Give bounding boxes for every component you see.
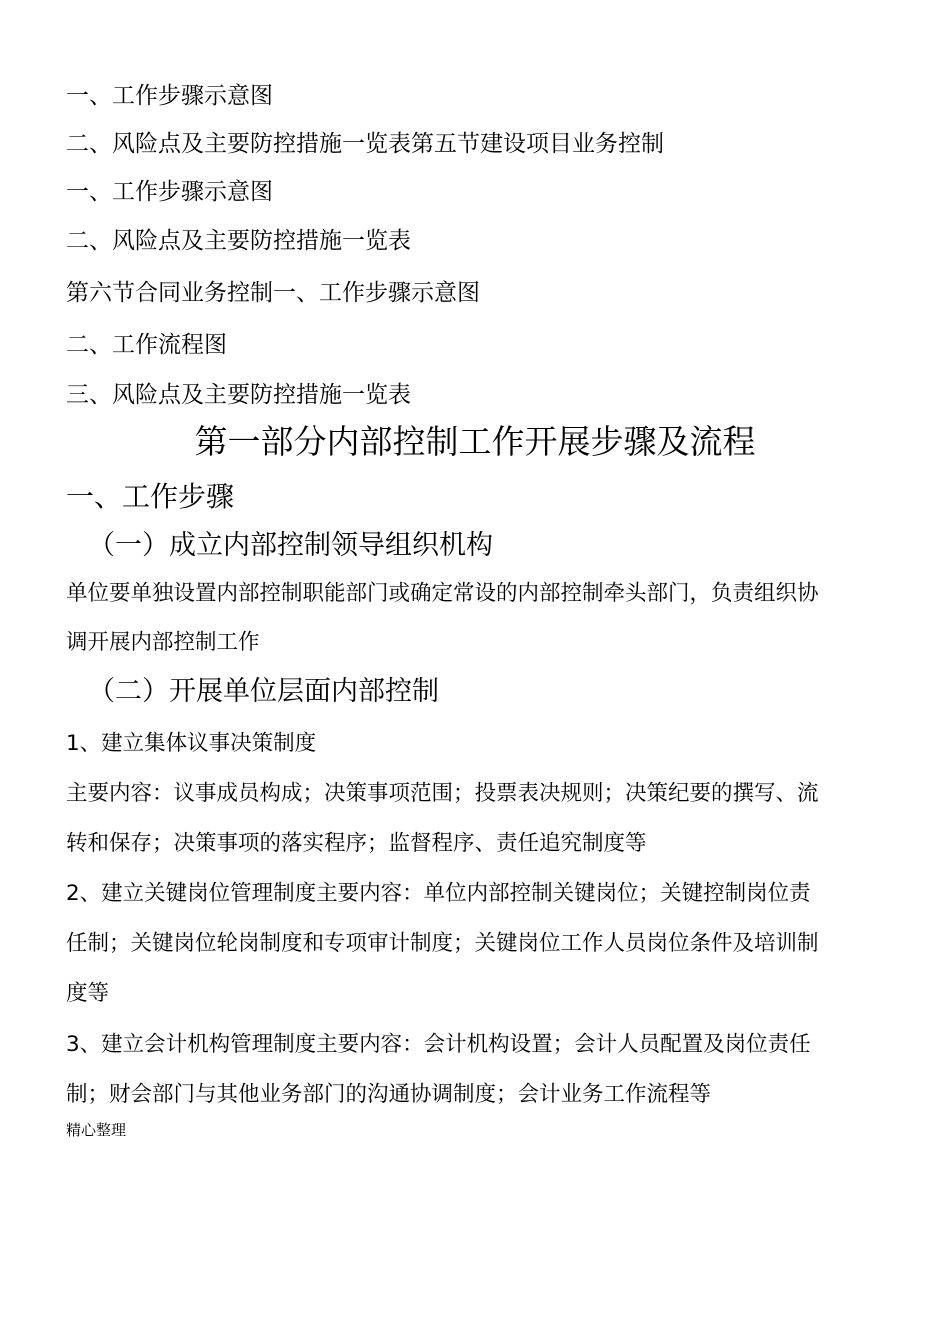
- toc-line-2: 二、风险点及主要防控措施一览表第五节建设项目业务控制: [66, 131, 664, 157]
- paragraph-line: 2、建立关键岗位管理制度主要内容：单位内部控制关键岗位；关键控制岗位责: [66, 881, 811, 906]
- paragraph-line: 单位要单独设置内部控制职能部门或确定常设的内部控制牵头部门，负责组织协: [66, 581, 819, 606]
- subsection-heading-1: （一）成立内部控制领导组织机构: [88, 530, 493, 561]
- paragraph-line: 制；财会部门与其他业务部门的沟通协调制度；会计业务工作流程等: [66, 1082, 712, 1107]
- toc-line-1: 一、工作步骤示意图: [66, 83, 273, 109]
- footer-note: 精心整理: [66, 1121, 127, 1139]
- toc-line-7: 三、风险点及主要防控措施一览表: [66, 382, 411, 408]
- toc-line-3: 一、工作步骤示意图: [66, 179, 273, 205]
- part-title: 第一部分内部控制工作开展步骤及流程: [194, 422, 756, 461]
- paragraph-line: 调开展内部控制工作: [66, 630, 260, 655]
- toc-line-5: 第六节合同业务控制一、工作步骤示意图: [66, 280, 480, 306]
- paragraph-line: 度等: [66, 981, 110, 1006]
- paragraph-line: 转和保存；决策事项的落实程序；监督程序、责任追究制度等: [66, 831, 647, 856]
- paragraph-line: 任制；关键岗位轮岗制度和专项审计制度；关键岗位工作人员岗位条件及培训制: [66, 931, 819, 956]
- subsection-heading-2: （二）开展单位层面内部控制: [88, 676, 439, 707]
- paragraph-line: 3、建立会计机构管理制度主要内容：会计机构设置；会计人员配置及岗位责任: [66, 1032, 811, 1057]
- toc-line-4: 二、风险点及主要防控措施一览表: [66, 228, 411, 254]
- section-heading: 一、工作步骤: [66, 480, 235, 513]
- toc-line-6: 二、工作流程图: [66, 332, 227, 358]
- item-title-1: 1、建立集体议事决策制度: [66, 731, 317, 756]
- paragraph-line: 主要内容：议事成员构成；决策事项范围；投票表决规则；决策纪要的撰写、流: [66, 781, 819, 806]
